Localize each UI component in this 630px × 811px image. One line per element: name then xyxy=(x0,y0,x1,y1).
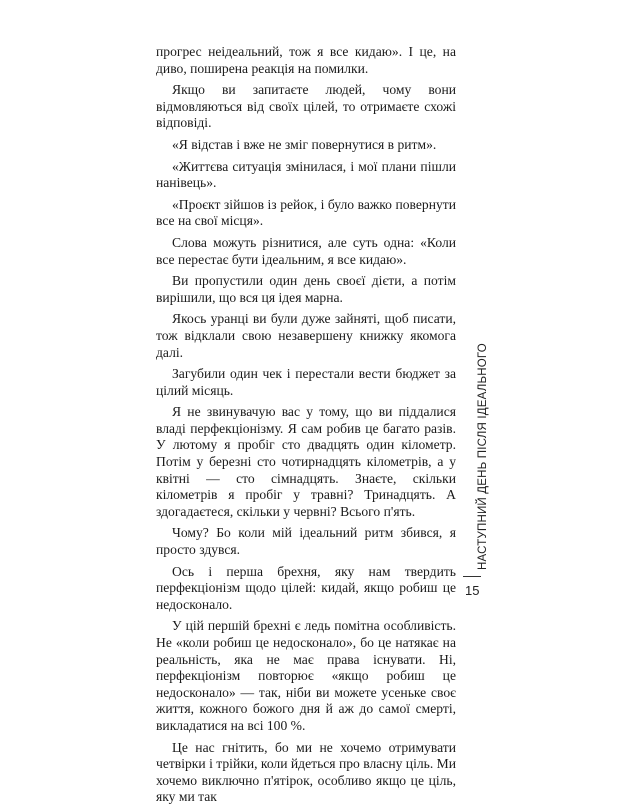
paragraph: Я не звинувачую вас у тому, що ви піддалися владі перфекціонізму. Я сам робив це багато разів. У лютому я пробіг сто двадцять один кілометр. Потім у березні сто чотирнадцять кілометрів, а у квітні — сто сімнадцять. Знаєте, скільки кілометрів я пробіг у травні? Тринадцять. А здогадаєтеся, скільки у червні? Всього п'ять. xyxy=(156,404,456,519)
paragraph: «Проєкт зійшов із рейок, і було важко повернути все на свої місця». xyxy=(156,196,456,229)
running-header: НАСТУПНИЙ ДЕНЬ ПІСЛЯ ІДЕАЛЬНОГО xyxy=(477,343,489,570)
paragraph: Ви пропустили один день своєї дієти, а потім вирішили, що вся ця ідея марна. xyxy=(156,273,456,305)
paragraph: Ось і перша брехня, яку нам твердить перфекціонізм щодо цілей: кидай, якщо робиш це недосконало. xyxy=(156,563,456,612)
paragraph: Якось уранці ви були дуже зайняті, щоб писати, тож відклали свою незавершену книжку якомога далі. xyxy=(156,311,456,360)
paragraph: «Життєва ситуація змінилася, і мої плани пішли нанівець». xyxy=(156,158,456,191)
header-divider xyxy=(463,576,481,577)
paragraph: У цій першій брехні є ледь помітна особливість. Не «коли робиш це недосконало», бо це натякає на реальність, яка не має права існувати. Ні, перфекціонізм повторює «якщо робиш це недосконало» — так, ніби ви можете усеньке своє життя, кожного божого дня й аж до самої смерті, викладатися на всі 100 %. xyxy=(156,618,456,733)
paragraph: прогрес неідеальний, тож я все кидаю». І це, на диво, поширена реакція на помилки. xyxy=(156,44,456,76)
body-text xyxy=(156,44,456,811)
paragraph: Чому? Бо коли мій ідеальний ритм збився, я просто здувся. xyxy=(156,525,456,558)
paragraph: «Я відстав і вже не зміг повернутися в ритм». xyxy=(172,136,437,152)
paragraph: Якщо ви запитаєте людей, чому вони відмовляються від своїх цілей, то отримаєте схожі відповіді. xyxy=(156,82,456,131)
page-number: 15 xyxy=(465,583,480,598)
paragraph: Це нас гнітить, бо ми не хочемо отримувати четвірки і трійки, коли йдеться про власну ціль. Ми хочемо виключно п'ятірок, особливо якщо це ціль, яку ми так xyxy=(156,739,456,805)
paragraph: Загубили один чек і перестали вести бюджет за цілий місяць. xyxy=(156,366,456,398)
paragraph: Слова можуть різнитися, але суть одна: «Коли все перестає бути ідеальним, я все кидаю». xyxy=(156,234,456,267)
